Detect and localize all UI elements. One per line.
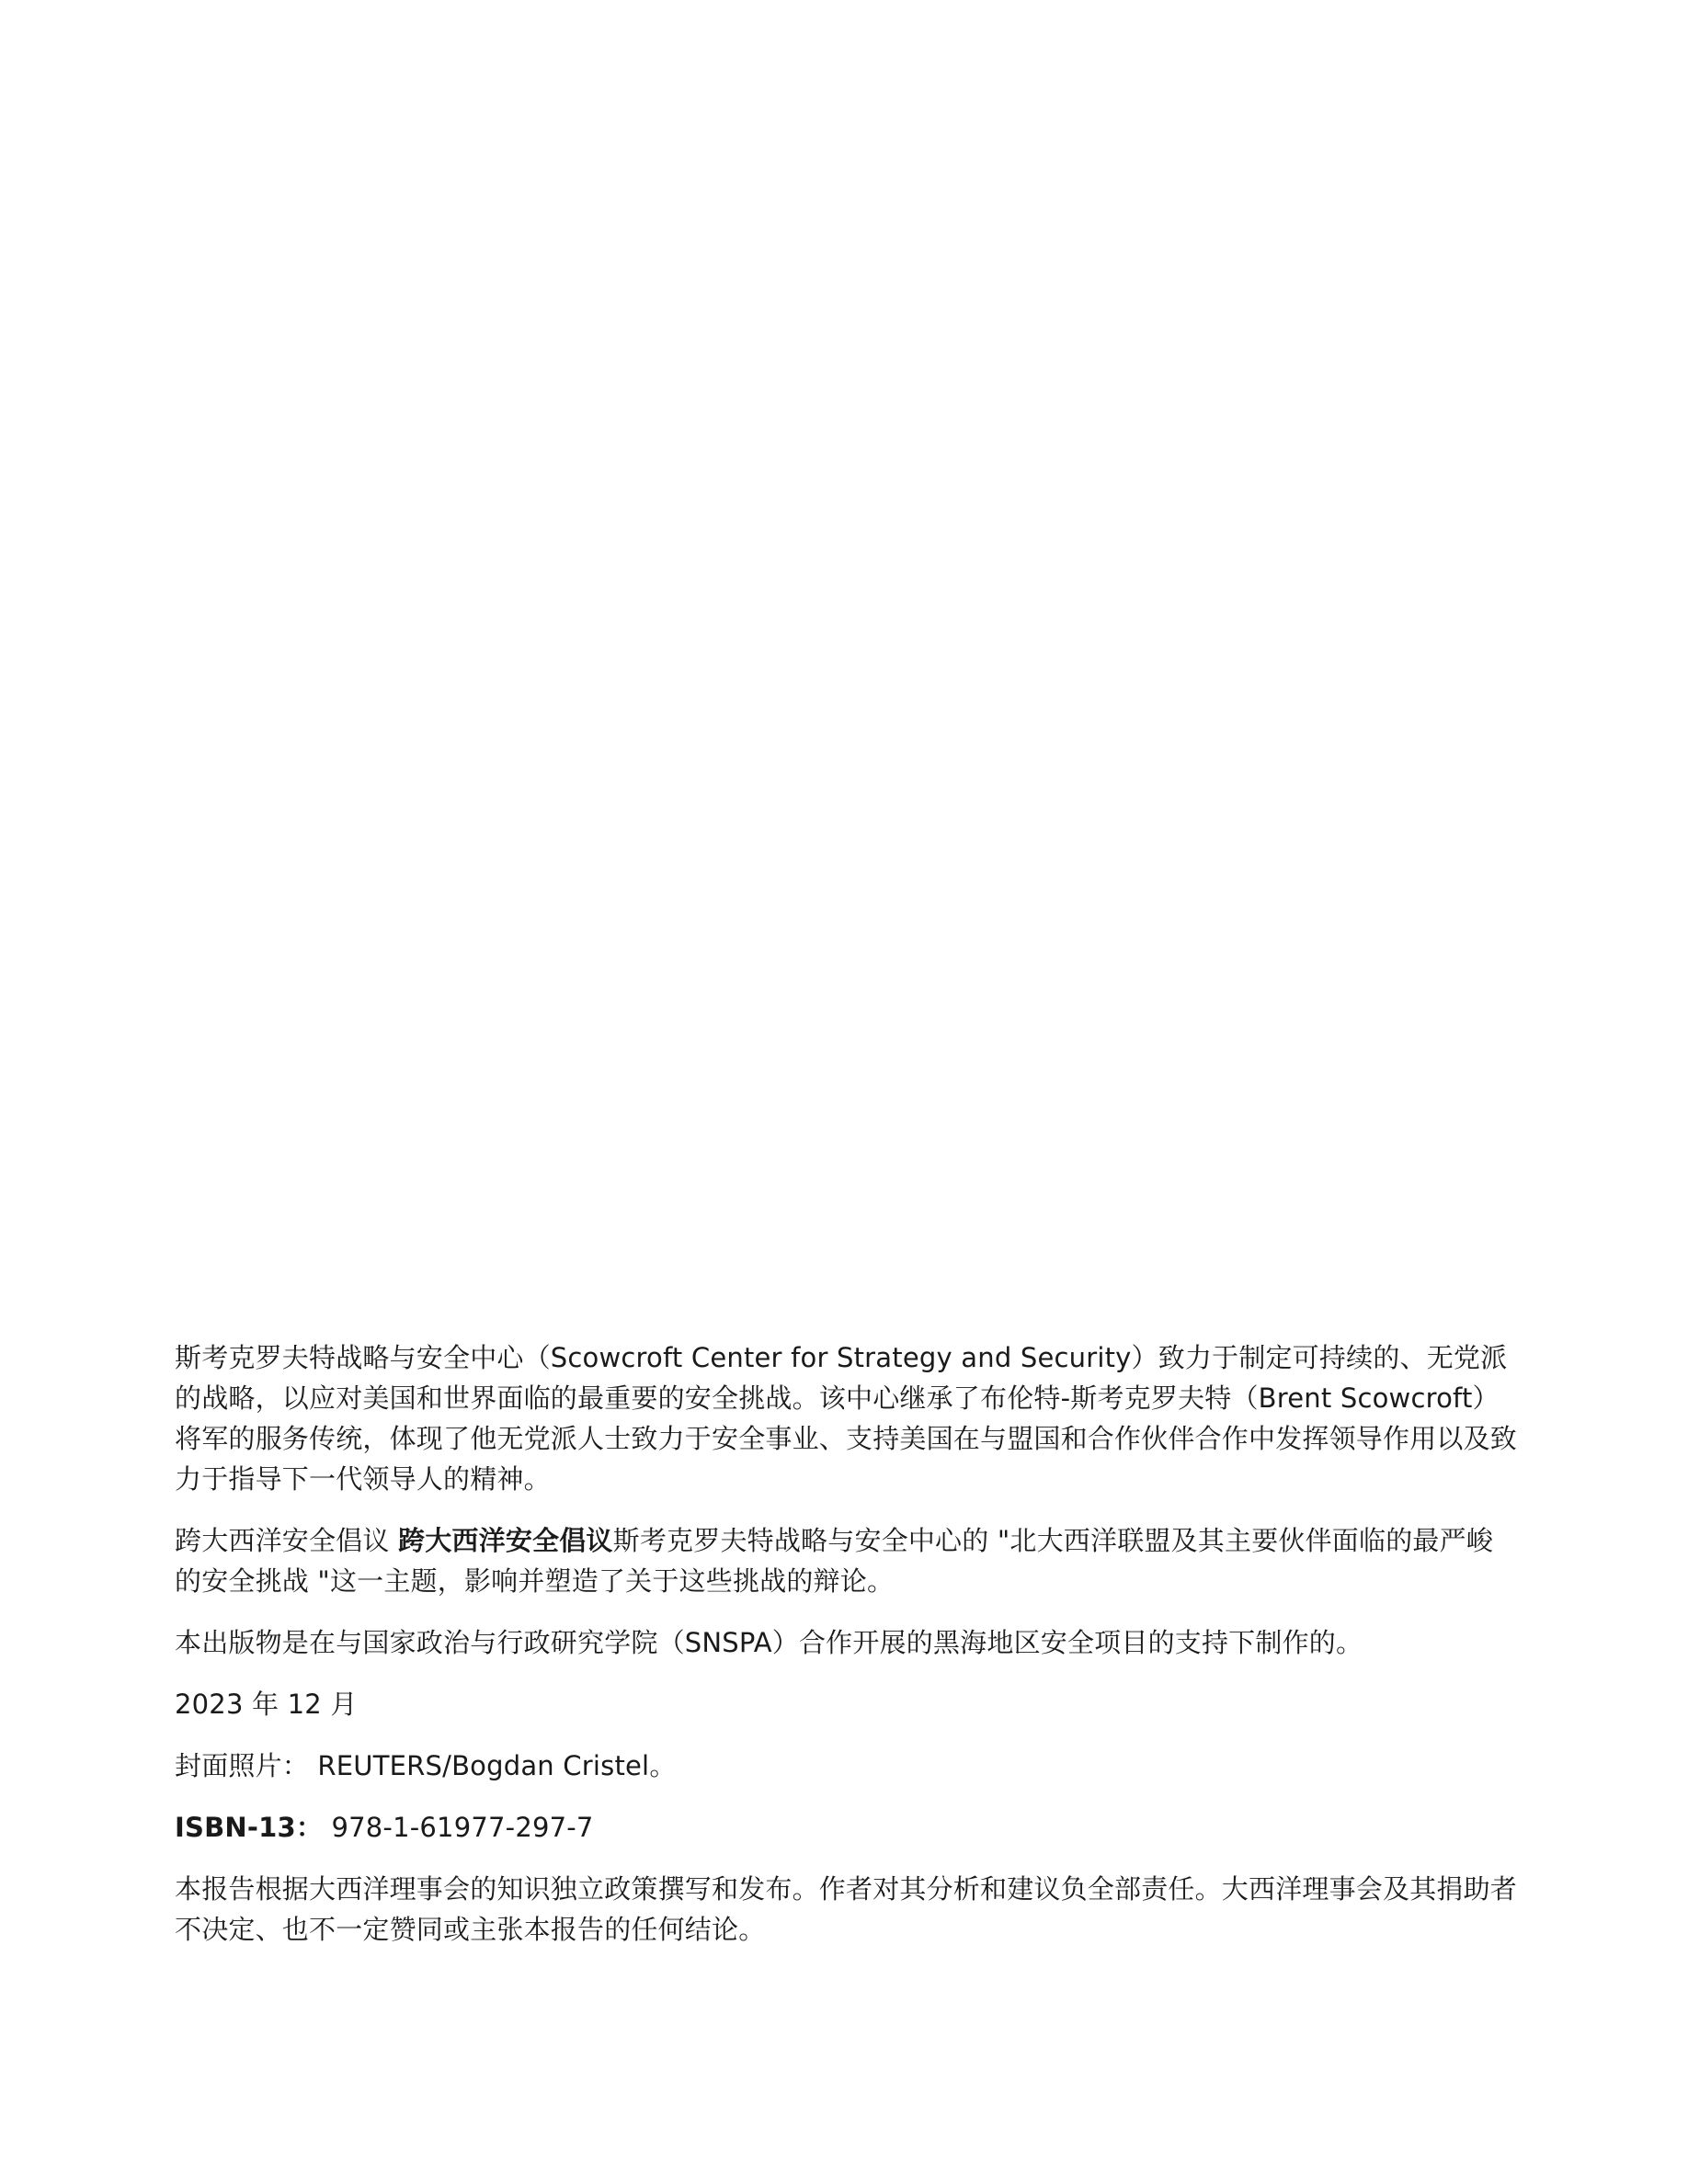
initiative-text: 斯考克罗夫特战略与安全中心的 "北大西洋联盟及其主要伙伴面临的最严峻的安全挑战 "这一主题，影响并塑造了关于这些挑战的辩论。: [175, 1525, 1493, 1597]
cover-photo-credit: 封面照片： REUTERS/Bogdan Cristel。: [175, 1750, 677, 1781]
disclaimer: 本报告根据大西洋理事会的知识独立政策撰写和发布。作者对其分析和建议负全部责任。大西洋理事会及其捐助者不决定、也不一定赞同或主张本报告的任何结论。: [175, 1873, 1518, 1945]
isbn-label: ISBN-13：: [175, 1812, 324, 1843]
initiative-statement: [175, 1520, 1517, 1601]
publication-date: 2023 年 12 月: [175, 1689, 358, 1720]
initiative-name: 跨大西洋安全倡议: [398, 1525, 613, 1556]
colophon: [175, 1337, 1517, 1971]
support-note: 本出版物是在与国家政治与行政研究学院（SNSPA）合作开展的黑海地区安全项目的支持下制作的。: [175, 1627, 1363, 1658]
initiative-lead: 跨大西洋安全倡议: [175, 1525, 390, 1556]
isbn: [175, 1807, 1517, 1848]
center-description: 斯考克罗夫特战略与安全中心（Scowcroft Center for Strategy and Security）致力于制定可持续的、无党派的战略，以应对美国和世界面临的最重要的安全挑战。该中心继承了布伦特-斯考克罗夫特（Brent Scowcroft）将军的服务传统，体现了他无党派人士致力于安全事业、支持美国在与盟国和合作伙伴合作中发挥领导作用以及致力于指导下一代领导人的精神。: [175, 1342, 1518, 1495]
isbn-value: 978-1-61977-297-7: [331, 1812, 594, 1843]
